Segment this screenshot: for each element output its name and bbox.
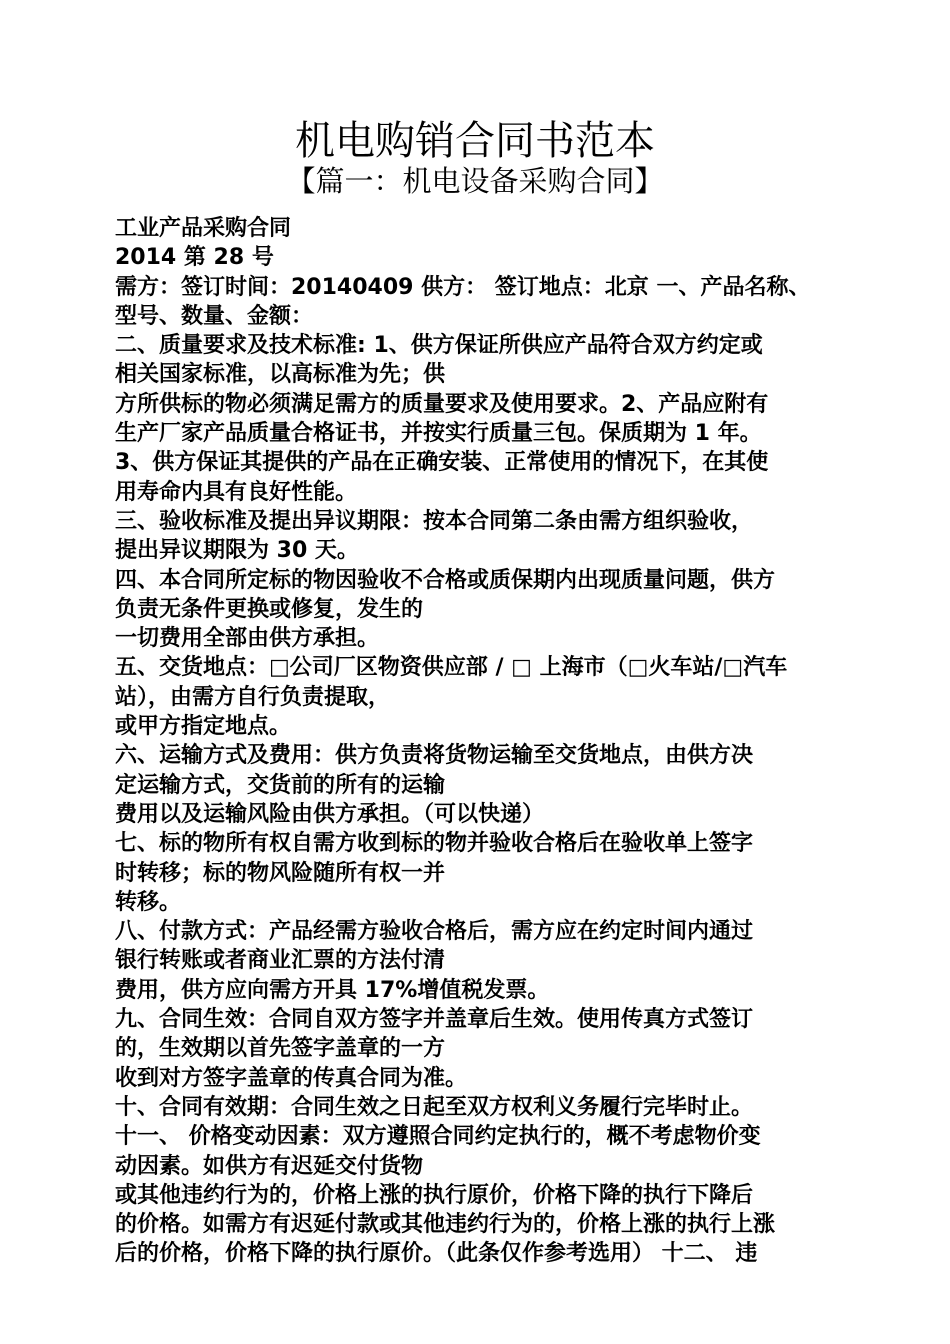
body-text-line: 四、本合同所定标的物因验收不合格或质保期内出现质量问题，供方 (115, 567, 776, 593)
body-text-line: 生产厂家产品质量合格证书，并按实行质量三包。保质期为 1 年。 (115, 421, 762, 447)
body-text-line: 方所供标的物必须满足需方的质量要求及使用要求。2、产品应附有 (115, 391, 769, 417)
document-title: 机电购销合同书范本 (295, 118, 655, 164)
body-text-line: 十、合同有效期：合同生效之日起至双方权利义务履行完毕时止。 (115, 1094, 754, 1120)
body-text-line: 费用以及运输风险由供方承担。（可以快递） (115, 801, 545, 827)
body-text-line: 的，生效期以首先签字盖章的一方 (115, 1036, 446, 1062)
body-text-line: 一切费用全部由供方承担。 (115, 626, 380, 652)
body-text-line: 相关国家标准，以高标准为先；供 (115, 362, 446, 388)
body-text-line: 的价格。如需方有迟延付款或其他违约行为的，价格上涨的执行上涨 (115, 1212, 776, 1238)
body-text-line: 银行转账或者商业汇票的方法付清 (115, 948, 446, 974)
body-text-line: 十一、 价格变动因素：双方遵照合同约定执行的，概不考虑物价变 (115, 1124, 761, 1150)
body-text-line: 时转移；标的物风险随所有权一并 (115, 860, 446, 886)
body-text-line: 动因素。如供方有迟延交付货物 (115, 1153, 424, 1179)
body-text-line: 五、交货地点：□公司厂区物资供应部 / □ 上海市（□火车站/□汽车 (115, 655, 788, 681)
body-text-line: 需方：签订时间：20140409 供方： 签订地点：北京 一、产品名称、 (115, 274, 811, 300)
body-text-line: 八、付款方式：产品经需方验收合格后，需方应在约定时间内通过 (115, 919, 754, 945)
body-text-line: 七、标的物所有权自需方收到标的物并验收合格后在验收单上签字 (115, 831, 754, 857)
body-text-line: 费用，供方应向需方开具 17%增值税发票。 (115, 977, 550, 1003)
body-text-line: 二、质量要求及技术标准: 1、供方保证所供应产品符合双方约定或 (115, 333, 763, 359)
body-text-line: 站），由需方自行负责提取， (115, 684, 391, 710)
body-text-line: 九、合同生效：合同自双方签字并盖章后生效。使用传真方式签订 (115, 1007, 754, 1033)
body-text-line: 提出异议期限为 30 天。 (115, 538, 359, 564)
body-text-line: 2014 第 28 号 (115, 245, 274, 271)
body-text-line: 负责无条件更换或修复，发生的 (115, 596, 424, 622)
body-text-line: 三、验收标准及提出异议期限：按本合同第二条由需方组织验收， (115, 508, 754, 534)
body-text-line: 收到对方签字盖章的传真合同为准。 (115, 1065, 468, 1091)
body-text-line: 转移。 (115, 889, 182, 915)
body-text-line: 定运输方式，交货前的所有的运输 (115, 772, 446, 798)
body-text-line: 或甲方指定地点。 (115, 714, 292, 740)
document-subtitle: 【篇一：机电设备采购合同】 (286, 164, 664, 198)
body-text-line: 或其他违约行为的，价格上涨的执行原价，价格下降的执行下降后 (115, 1182, 754, 1208)
body-text-line: 3、供方保证其提供的产品在正确安装、正常使用的情况下，在其使 (115, 450, 769, 476)
body-text-line: 型号、数量、金额： (115, 303, 314, 329)
body-text-line: 用寿命内具有良好性能。 (115, 479, 358, 505)
document-body (115, 214, 850, 1269)
body-text-line: 六、运输方式及费用：供方负责将货物运输至交货地点，由供方决 (115, 743, 754, 769)
body-text-line: 后的价格，价格下降的执行原价。（此条仅作参考选用） 十二、 违 (115, 1241, 758, 1267)
body-text-line: 工业产品采购合同 (115, 216, 292, 241)
